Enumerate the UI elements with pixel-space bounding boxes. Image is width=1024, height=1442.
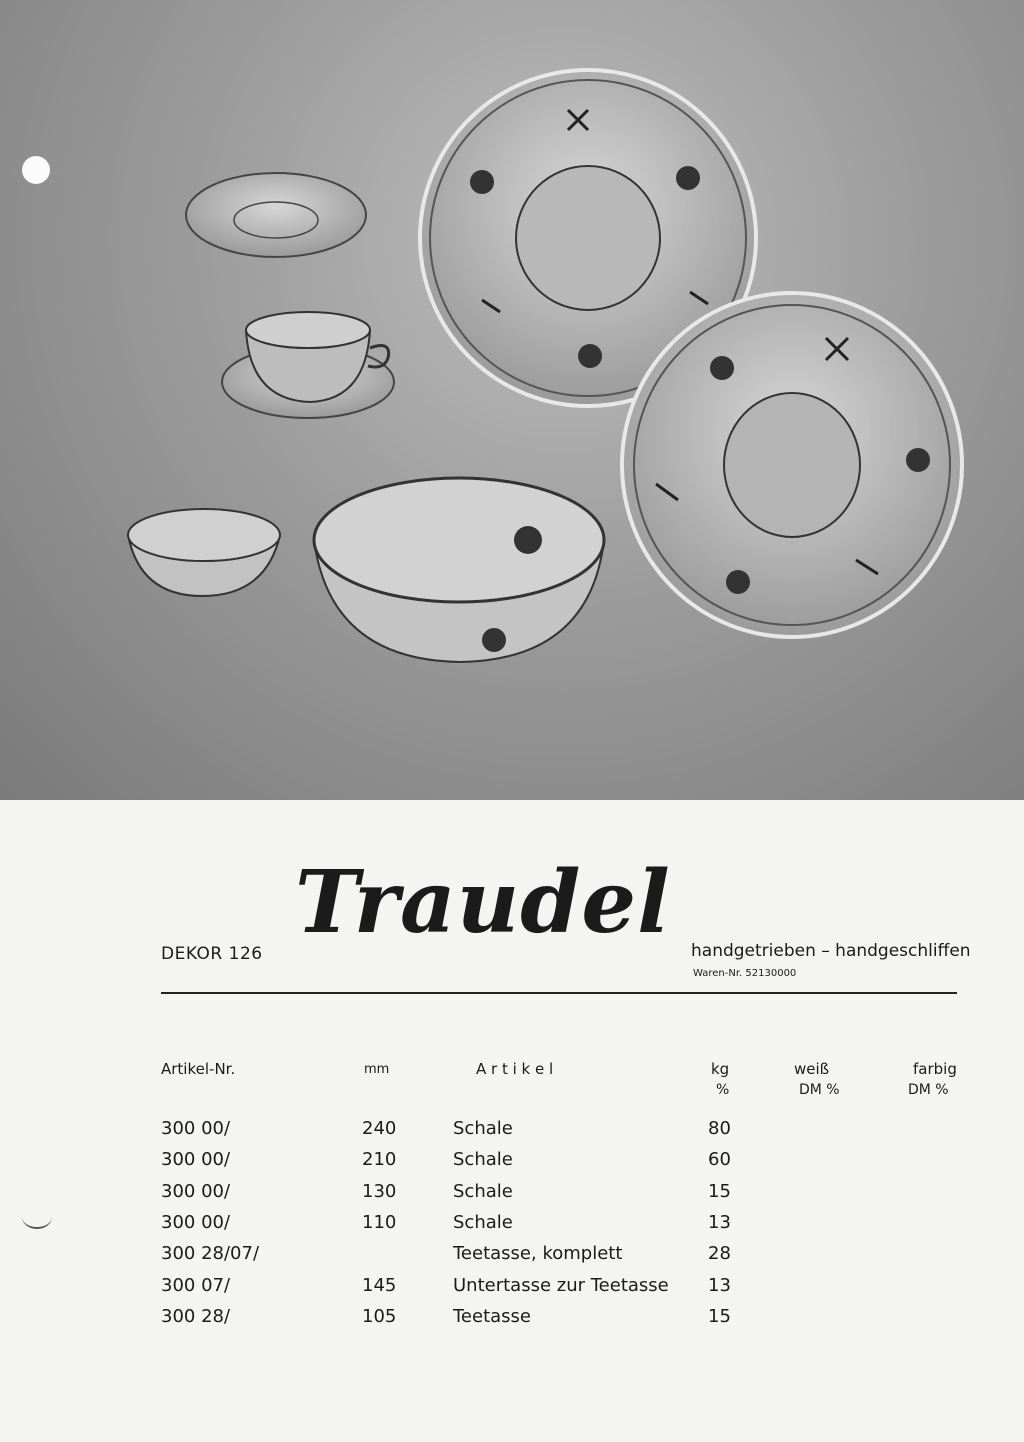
table-row	[0, 1212, 1024, 1242]
small-bowl	[128, 509, 280, 596]
large-bowl	[314, 478, 604, 662]
saucer	[186, 173, 366, 257]
cell-mm: 145	[362, 1274, 397, 1296]
col-header-weiss-unit: DM %	[799, 1082, 840, 1098]
cell-mm: 105	[362, 1305, 397, 1327]
table-row	[0, 1118, 1024, 1148]
col-header-mm: mm	[364, 1062, 390, 1077]
teacup-with-saucer	[222, 312, 394, 418]
col-header-kg-unit: %	[716, 1082, 730, 1098]
cell-artikel: Schale	[453, 1211, 513, 1233]
cell-mm: 240	[362, 1118, 397, 1139]
col-header-farbig-unit: DM %	[908, 1082, 949, 1098]
table-row	[0, 1306, 1024, 1336]
waren-number: Waren-Nr. 52130000	[693, 968, 797, 979]
col-header-kg: kg	[711, 1060, 730, 1078]
dekor-label: DEKOR 126	[161, 944, 263, 964]
cell-artikel: Teetasse	[453, 1305, 532, 1327]
cell-mm: 110	[362, 1211, 397, 1233]
cell-kg: 80	[708, 1118, 731, 1139]
cell-artikel: Schale	[453, 1180, 513, 1202]
table-row	[0, 1275, 1024, 1305]
cell-kg: 13	[708, 1211, 731, 1233]
col-header-weiss: weiß	[794, 1060, 830, 1078]
cell-kg: 15	[708, 1180, 731, 1202]
cell-nr: 300 28/	[161, 1305, 231, 1327]
table-row	[0, 1243, 1024, 1273]
cell-artikel: Untertasse zur Teetasse	[453, 1274, 669, 1296]
cell-nr: 300 00/	[161, 1211, 231, 1233]
cell-kg: 28	[708, 1243, 731, 1265]
cell-nr: 300 00/	[161, 1118, 231, 1139]
cell-nr: 300 07/	[161, 1274, 231, 1296]
cell-artikel: Schale	[453, 1118, 513, 1139]
cell-nr: 300 00/	[161, 1149, 231, 1171]
table-row	[0, 1149, 1024, 1179]
cell-mm: 130	[362, 1180, 397, 1202]
tagline: handgetrieben – handgeschliffen	[691, 941, 971, 961]
second-plate	[622, 293, 962, 637]
table-row	[0, 1181, 1024, 1211]
col-header-artikel-nr: Artikel-Nr.	[161, 1060, 236, 1078]
cell-kg: 13	[708, 1274, 731, 1296]
col-header-farbig: farbig	[913, 1060, 957, 1078]
cell-kg: 60	[708, 1149, 731, 1171]
cell-nr: 300 28/07/	[161, 1243, 260, 1265]
cell-artikel: Teetasse, komplett	[453, 1243, 623, 1265]
product-title: Traudel	[295, 852, 671, 953]
divider	[161, 992, 957, 994]
cell-mm: 210	[362, 1149, 397, 1171]
col-header-artikel: A r t i k e l	[476, 1060, 554, 1078]
cell-nr: 300 00/	[161, 1180, 231, 1202]
punch-hole	[22, 156, 50, 184]
cell-artikel: Schale	[453, 1149, 513, 1171]
cell-kg: 15	[708, 1305, 731, 1327]
